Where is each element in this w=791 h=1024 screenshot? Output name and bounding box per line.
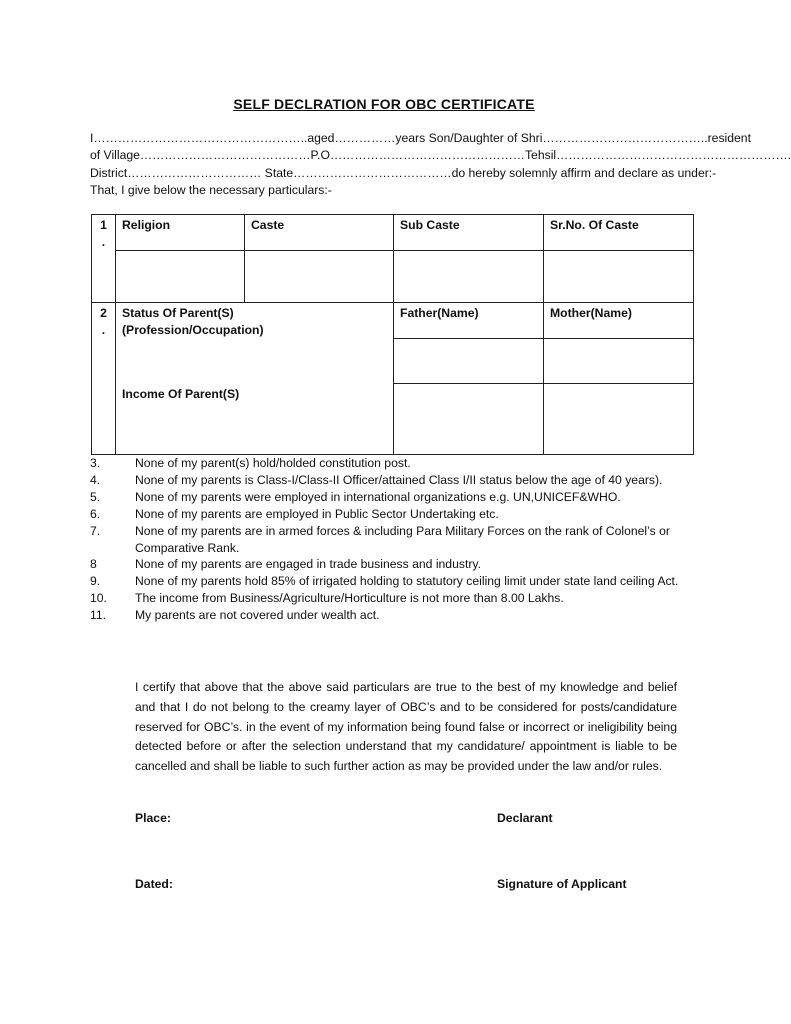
- sr-no-caste-field[interactable]: [544, 251, 694, 303]
- status-of-parents-label: Status Of Parent(S) (Profession/Occupation): [116, 303, 394, 384]
- mother-income-field[interactable]: [544, 384, 694, 455]
- sub-caste-field[interactable]: [394, 251, 544, 303]
- intro-line-3: District…………………………… State…………………………………do hereby solemnly affirm and declare as under:-: [90, 165, 717, 180]
- certification-paragraph: I certify that above that the above said particulars are true to the best of my knowledge and belief and that I do not belong to the creamy layer of OBC’s and to be considered for posts/candidature reserved for OBC’s. in the event of my information being found false or incorrect or ineligibility being detected before or after the selection understand that my candidature/ appointment is liable to be cancelled and shall be liable to such further action as may be provided under the law and/or rules.: [135, 680, 677, 774]
- list-item: 8 None of my parents are engaged in trade business and industry.: [90, 557, 481, 572]
- intro-block: [90, 130, 791, 200]
- mother-name-field[interactable]: [544, 339, 694, 384]
- place-label: Place:: [135, 811, 171, 825]
- declarant-label: Declarant: [497, 811, 553, 825]
- row-number-1: 1 .: [92, 215, 116, 303]
- document-title: SELF DECLRATION FOR OBC CERTIFICATE: [233, 96, 535, 112]
- list-item: 3. None of my parent(s) hold/holded constitution post.: [90, 456, 411, 470]
- father-income-field[interactable]: [394, 384, 544, 455]
- list-item: 11. My parents are not covered under wealth act.: [90, 608, 380, 623]
- religion-field[interactable]: [116, 251, 245, 303]
- caste-field[interactable]: [245, 251, 394, 303]
- list-item: 9. None of my parents hold 85% of irrigated holding to statutory ceiling limit under state land ceiling Act.: [90, 574, 679, 589]
- intro-line-4: That, I give below the necessary particulars:-: [90, 183, 332, 198]
- list-item: 7. None of my parents are in armed forces & including Para Military Forces on the rank of Colonel’s or Comparative Rank.: [90, 523, 670, 555]
- sr-no-caste-header: Sr.No. Of Caste: [544, 215, 694, 251]
- father-name-label: Father(Name): [394, 303, 544, 339]
- row-number-2: 2 .: [92, 303, 116, 455]
- list-item: 5. None of my parents were employed in international organizations e.g. UN,UNICEF&WHO.: [90, 489, 621, 504]
- mother-name-label: Mother(Name): [544, 303, 694, 339]
- intro-line-1: I……………………………………………..aged……………years Son/Daughter of Shri…………………………………..resident: [90, 131, 751, 145]
- list-item: 10. The income from Business/Agriculture/Horticulture is not more than 8.00 Lakhs.: [90, 591, 564, 606]
- intro-line-2: of Village……………………………………P.O…………………………………………Tehsil………………………………………………….: [90, 148, 791, 163]
- religion-header: Religion: [116, 215, 245, 251]
- caste-header: Caste: [245, 215, 394, 251]
- signature-label: Signature of Applicant: [497, 877, 627, 891]
- father-name-field[interactable]: [394, 339, 544, 384]
- list-item: 6. None of my parents are employed in Public Sector Undertaking etc.: [90, 506, 499, 521]
- sub-caste-header: Sub Caste: [394, 215, 544, 251]
- declaration-items: [90, 455, 690, 624]
- list-item: 4. None of my parents is Class-I/Class-II Officer/attained Class I/II status below the age of 40 years).: [90, 472, 663, 487]
- income-of-parents-label: Income Of Parent(S): [116, 384, 394, 455]
- dated-label: Dated:: [135, 877, 173, 891]
- particulars-table: [91, 214, 694, 455]
